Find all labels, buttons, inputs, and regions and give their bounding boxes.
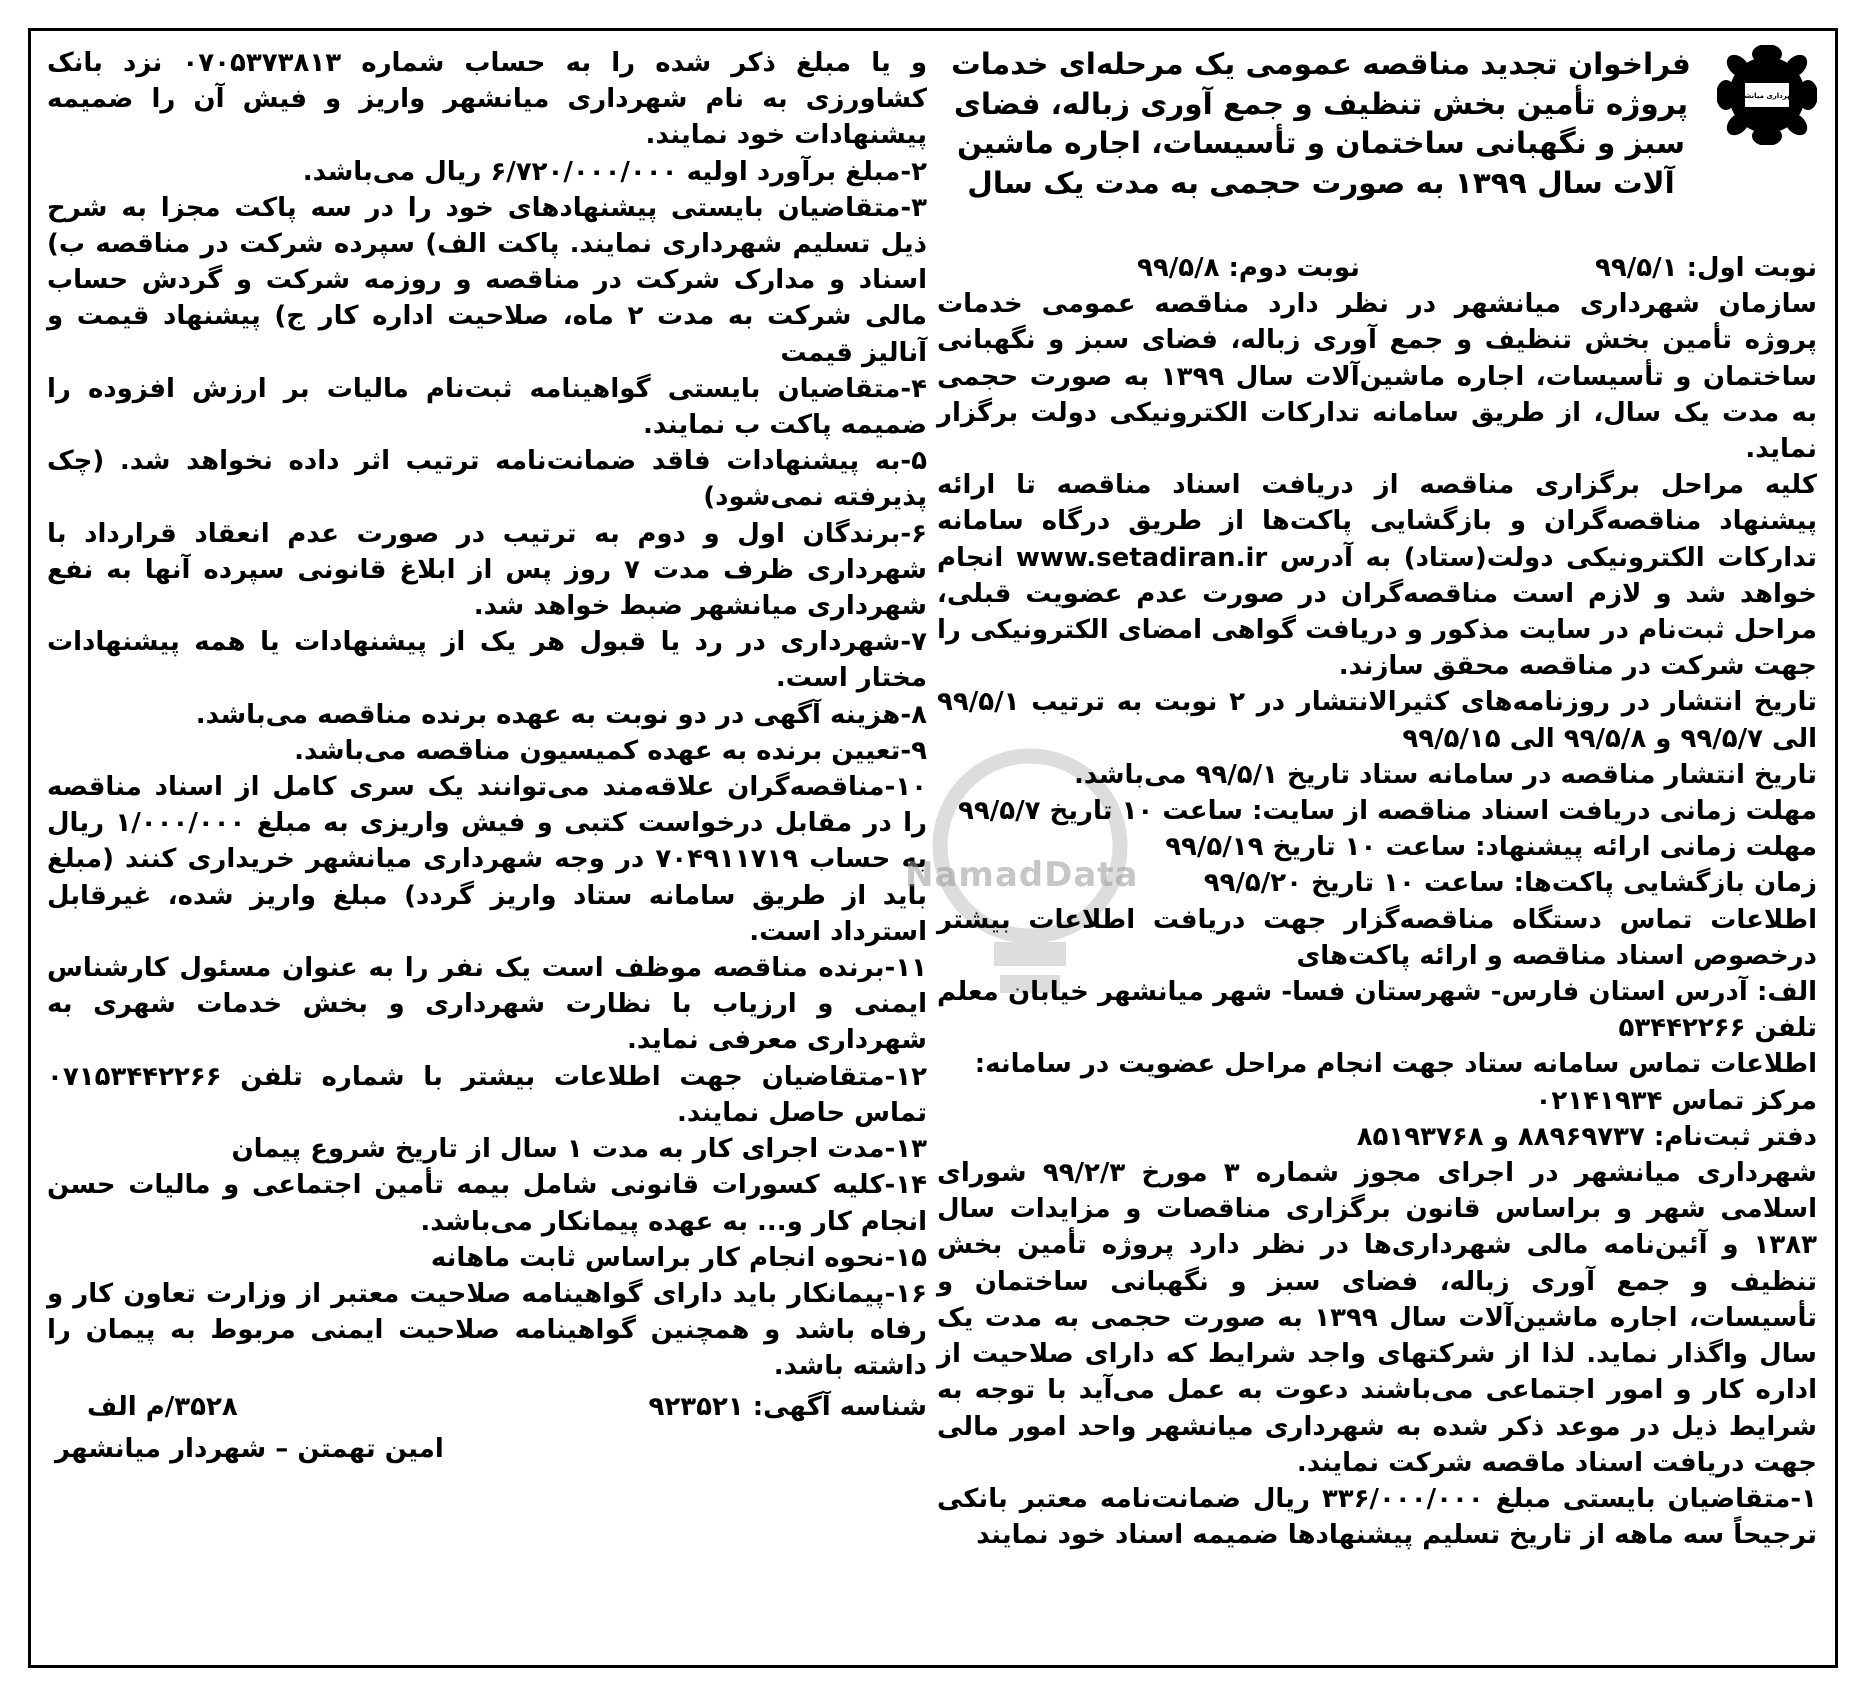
ad-id-row	[47, 1389, 927, 1425]
ad-id: شناسه آگهی: ۹۲۳۵۲۱	[648, 1391, 927, 1422]
condition-15: ۱۵-نحوه انجام کار براساس ثابت ماهانه	[430, 1242, 927, 1273]
setad-publish-date: تاریخ انتشار مناقصه در سامانه ستاد تاریخ ۹۹/۵/۱ می‌باشد.	[1074, 759, 1817, 790]
condition-12: ۱۲-متقاضیان جهت اطلاعات بیشتر با شماره تلفن ۰۷۱۵۳۴۴۲۲۶۶ تماس حاصل نمایند.	[47, 1061, 927, 1128]
condition-14: ۱۴-کلیه کسورات قانونی شامل بیمه تأمین اجتماعی و مالیات حسن انجام کار و... به عهده پیمانکار می‌باشد.	[47, 1170, 927, 1237]
opening-time: زمان بازگشایی پاکت‌ها: ساعت ۱۰ تاریخ ۹۹/۵/۲۰	[1203, 868, 1817, 899]
advertisement-frame	[28, 28, 1838, 1668]
condition-8: ۸-هزینه آگهی در دو نوبت به عهده برنده مناقصه می‌باشد.	[195, 699, 927, 730]
right-column	[937, 45, 1817, 1655]
municipality-logo-icon	[1717, 45, 1817, 145]
condition-5: ۵-به پیشنهادات فاقد ضمانت‌نامه ترتیب اثر داده نخواهد شد. (چک پذیرفته نمی‌شود)	[47, 446, 927, 513]
first-round: نوبت اول: ۹۹/۵/۱	[1595, 253, 1817, 283]
left-column	[47, 45, 927, 1655]
contact-heading: اطلاعات تماس دستگاه مناقصه‌گزار جهت دریافت اطلاعات بیشتر درخصوص اسناد مناقصه و ارائه پاکت‌های	[937, 904, 1817, 971]
condition-1: ۱-متقاضیان بایستی مبلغ ۳۳۶/۰۰۰/۰۰۰ ریال ضمانت‌نامه معتبر بانکی ترجیحاً سه ماهه از تاریخ تسلیم پیشنهادها ضمیمه اسناد خود نمایند	[937, 1483, 1818, 1551]
ad-title: فراخوان تجدید مناقصه عمومی یک مرحله‌ای خدمات پروژه تأمین بخش تنظیف و جمع آوری زباله، فضای سبز و نگهبانی ساختمان و تأسیسات، اجاره ماشین آلات سال ۱۳۹۹ به صورت حجمی به مدت یک سال	[951, 47, 1691, 200]
newspaper-dates: تاریخ انتشار در روزنامه‌های کثیرالانتشار در ۲ نوبت به ترتیب ۹۹/۵/۱ الی ۹۹/۵/۷ و ۹۹/۵/۸ الی ۹۹/۵/۱۵	[937, 687, 1817, 754]
condition-10: ۱۰-مناقصه‌گران علاقه‌مند می‌توانند یک سری کامل از اسناد مناقصه را در مقابل درخواست کتبی و فیش واریزی به مبلغ ۱/۰۰۰/۰۰۰ ریال به حساب ۷۰۴۹۱۱۷۱۹ در وجه شهرداری میانشهر خریداری کنند (مبلغ باید از طریق سامانه ستاد واریز گردد) مبلغ واریز شده، غیرقابل استرداد است.	[47, 772, 927, 947]
condition-11: ۱۱-برنده مناقصه موظف است یک نفر را به عنوان مسئول کارشناس ایمنی و ارزیاب با نظارت شهرداری و بخش خدمات شهری به شهرداری معرفی نماید.	[47, 953, 927, 1056]
contact-address: الف: آدرس استان فارس- شهرستان فسا- شهر میانشهر خیابان معلم تلفن ۵۳۴۴۲۲۶۶	[937, 977, 1817, 1044]
proposal-deadline: مهلت زمانی ارائه پیشنهاد: ساعت ۱۰ تاریخ ۹۹/۵/۱۹	[1165, 832, 1817, 863]
condition-4: ۴-متقاضیان بایستی گواهینامه ثبت‌نام مالیات بر ارزش افزوده را ضمیمه پاکت ب نمایند.	[47, 373, 927, 441]
intro-paragraph: سازمان شهرداری میانشهر در نظر دارد مناقصه عمومی خدمات پروژه تأمین بخش تنظیف و جمع آوری زباله، فضای سبز و نگهبانی ساختمان و تأسیسات، اجاره ماشین‌آلات سال ۱۳۹۹ به صورت حجمی به مدت یک سال، از طریق سامانه تدارکات الکترونیکی دولت برگزار نماید.	[937, 289, 1817, 465]
condition-6: ۶-برندگان اول و دوم به ترتیب در صورت عدم انعقاد قرارداد با شهرداری ظرف مدت ۷ روز پس از ابلاغ قانونی سپرده آنها به نفع شهرداری میانشهر ضبط خواهد شد.	[47, 518, 927, 622]
logo-text: شهرداری میانشهر	[1735, 92, 1799, 100]
call-center: مرکز تماس ۰۲۱۴۱۹۳۴	[1535, 1085, 1817, 1116]
condition-13: ۱۳-مدت اجرای کار به مدت ۱ سال از تاریخ شروع پیمان	[231, 1134, 927, 1165]
setad-contact-heading: اطلاعات تماس سامانه ستاد جهت انجام مراحل عضویت در سامانه:	[974, 1049, 1817, 1080]
condition-7: ۷-شهرداری در رد یا قبول هر یک از پیشنهادات یا همه پیشنهادات مختار است.	[47, 627, 927, 694]
registration-office: دفتر ثبت‌نام: ۸۸۹۶۹۷۳۷ و ۸۵۱۹۳۷۶۸	[1356, 1121, 1817, 1152]
watermark-text: NamadData	[905, 855, 1139, 895]
document-deadline: مهلت زمانی دریافت اسناد مناقصه از سایت: ساعت ۱۰ تاریخ ۹۹/۵/۷	[957, 796, 1817, 827]
condition-16: ۱۶-پیمانکار باید دارای گواهینامه صلاحیت معتبر از وزارت تعاون کار و رفاه باشد و همچنین گواهینامه صلاحیت ایمنی مربوط به پیمان را داشته باشد.	[47, 1278, 927, 1382]
condition-3: ۳-متقاضیان بایستی پیشنهادهای خود را در سه پاکت مجزا به شرح ذیل تسلیم شهرداری نمایند. پاکت الف) سپرده شرکت در مناقصه ب) اسناد و مدارک شرکت در مناقصه و روزمه شرکت و گردش حساب مالی شرکت به مدت ۲ ماه، صلاحیت اداره کار ج) پیشنهاد قیمت و آنالیز قیمت	[47, 192, 927, 368]
condition-1-continued: و یا مبلغ ذکر شده را به حساب شماره ۰۷۰۵۳۷۳۸۱۳ نزد بانک کشاورزی به نام شهرداری میانشهر واریز و فیش آن را ضمیمه پیشنهادات خود نمایند.	[47, 48, 927, 151]
ad-header	[937, 45, 1817, 250]
condition-9: ۹-تعیین برنده به عهده کمیسیون مناقصه می‌باشد.	[294, 735, 927, 766]
municipality-paragraph: شهرداری میانشهر در اجرای مجوز شماره ۳ مورخ ۹۹/۲/۳ شورای اسلامی شهر و براساس قانون برگزاری مناقصات و مزایدات سال ۱۳۸۳ و آئین‌نامه مالی شهرداری‌ها در نظر دارد پروژه تأمین بخش تنظیف و جمع آوری زباله، فضای سبز و نگهبانی ساختمان و تأسیسات، اجاره ماشین‌آلات سال ۱۳۹۹ به صورت حجمی به مدت یک سال واگذار نماید. لذا از شرکتهای واجد شرایط که دارای صلاحیت از اداره کار و امور اجتماعی می‌باشند دعوت به عمل می‌آید با توجه به شرایط ذیل در موعد ذکر شده به شهرداری میانشهر واحد امور مالی جهت دریافت اسناد ماقصه شرکت نمایند.	[937, 1158, 1817, 1478]
condition-2: ۲-مبلغ برآورد اولیه ۶/۷۲۰/۰۰۰/۰۰۰ ریال می‌باشد.	[302, 156, 927, 187]
ref-code: ۳۵۲۸/م الف	[87, 1391, 238, 1422]
publication-rounds	[937, 250, 1817, 286]
mayor-signature: امین تهمتن – شهردار میانشهر	[55, 1433, 444, 1464]
process-paragraph: کلیه مراحل برگزاری مناقصه از دریافت اسناد مناقصه تا ارائه پیشنهاد مناقصه‌گران و بازگشایی پاکت‌ها از طریق درگاه سامانه تدارکات الکترونیکی دولت(ستاد) به آدرس www.setadiran.ir انجام خواهد شد و لازم است مناقصه‌گران در صورت عدم عضویت قبلی، مراحل ثبت‌نام در سایت مذکور و دریافت گواهی امضای الکترونیکی را جهت شرکت در مناقصه محقق سازند.	[937, 470, 1817, 682]
second-round: نوبت دوم: ۹۹/۵/۸	[1137, 253, 1360, 283]
